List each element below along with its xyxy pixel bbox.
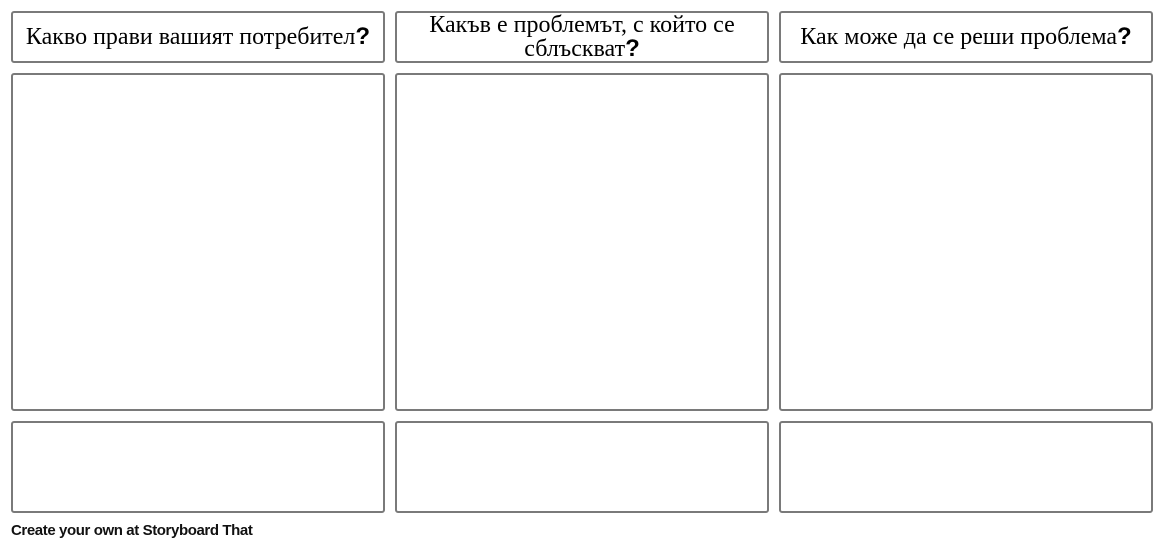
column-title-cell[interactable] bbox=[779, 11, 1153, 63]
description-cell[interactable] bbox=[11, 421, 385, 513]
storyboard-that-credit[interactable]: Create your own at Storyboard That bbox=[11, 522, 253, 539]
column-title: Какъв е проблемът, с който се сблъскват? bbox=[429, 11, 735, 62]
storyboard-column-3 bbox=[779, 11, 1153, 513]
storyboard-column-2 bbox=[395, 11, 769, 513]
scene-cell[interactable] bbox=[11, 73, 385, 411]
description-cell[interactable] bbox=[395, 421, 769, 513]
storyboard-column-1 bbox=[11, 11, 385, 513]
column-title-cell[interactable] bbox=[395, 11, 769, 63]
column-title: Какво прави вашият потребител? bbox=[25, 23, 371, 50]
column-title-cell[interactable] bbox=[11, 11, 385, 63]
scene-cell[interactable] bbox=[395, 73, 769, 411]
question-mark: ? bbox=[625, 34, 640, 62]
question-mark: ? bbox=[1117, 23, 1132, 50]
description-cell[interactable] bbox=[779, 421, 1153, 513]
column-title: Как може да се реши проблема? bbox=[800, 23, 1132, 50]
question-mark: ? bbox=[355, 23, 371, 50]
storyboard-grid bbox=[11, 11, 1153, 513]
scene-cell[interactable] bbox=[779, 73, 1153, 411]
